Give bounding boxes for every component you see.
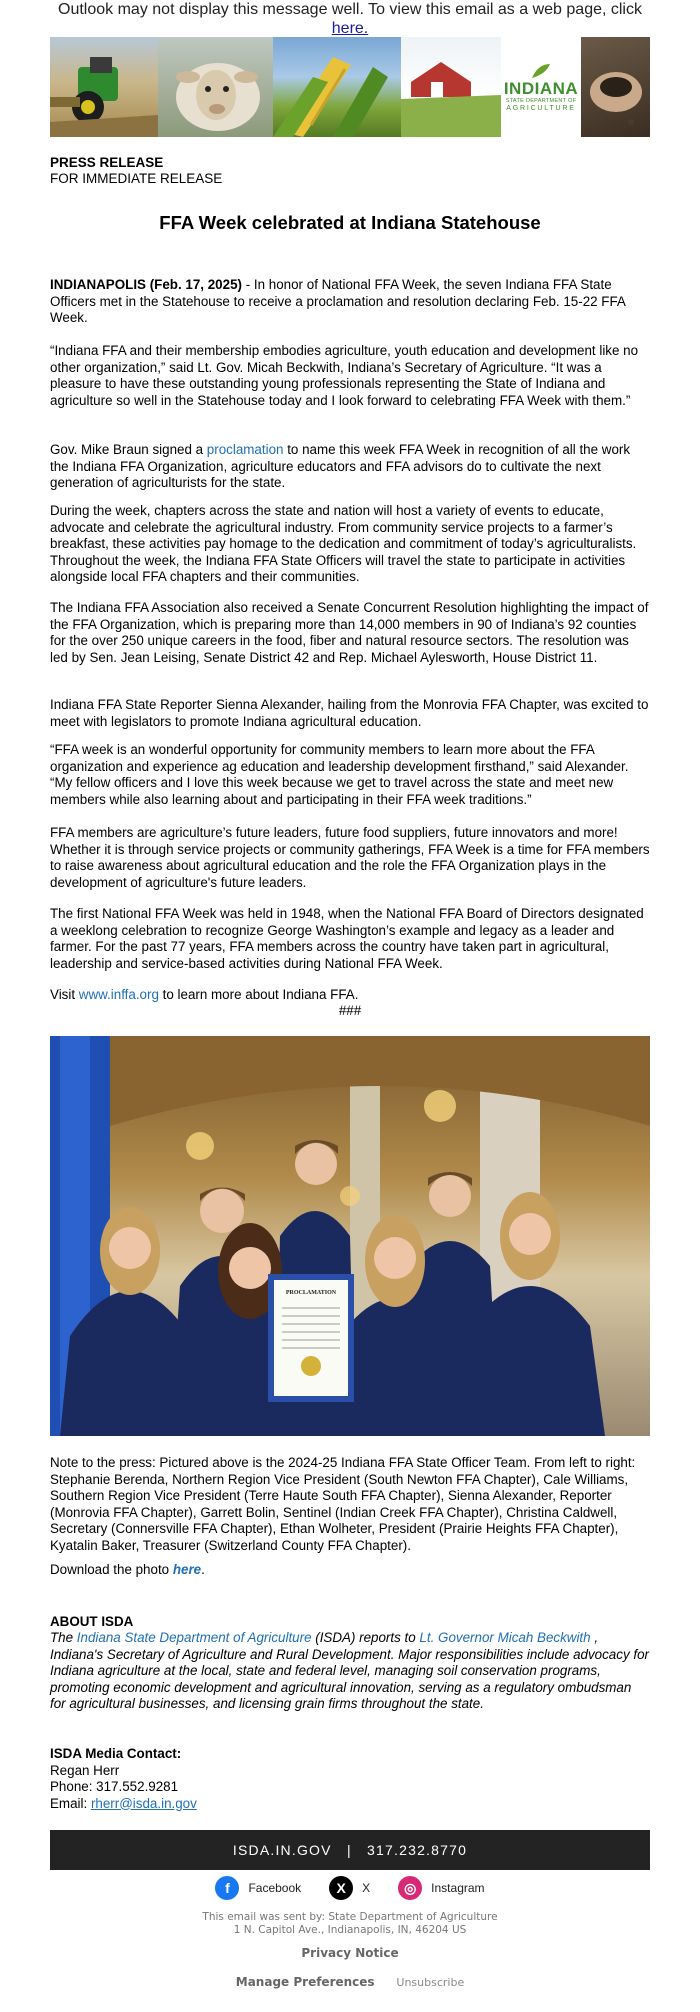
about-heading: ABOUT ISDA [50, 1614, 134, 1629]
download-photo-link[interactable]: here [172, 1562, 202, 1577]
facebook-icon [215, 1876, 239, 1900]
social-facebook-label: Facebook [248, 1881, 302, 1895]
body-paragraph-8: FFA members are agriculture’s future leaders, future food suppliers, future innovators and more! Whether it is through service projects or community gatherings, FFA Week is a time for FFA members to raise awareness about agricultural education and the role the FFA Organization plays in the development of agriculture's future leaders. [50, 825, 650, 890]
banner-photo-tractor [50, 37, 158, 137]
release-header [50, 155, 650, 187]
ffa-officers-photo [50, 1036, 650, 1436]
body-text: Gov. Mike Braun signed a [50, 442, 207, 457]
banner-photo-barn [401, 37, 501, 137]
social-instagram[interactable] [398, 1876, 484, 1900]
sender-address: 1 N. Capitol Ave., Indianapolis, IN, 46204 US [233, 1924, 467, 1936]
dateline: INDIANAPOLIS (Feb. 17, 2025) [50, 277, 242, 292]
media-contact-heading: ISDA Media Contact: [50, 1746, 182, 1761]
end-mark: ### [338, 1003, 362, 1018]
body-paragraph-4: During the week, chapters across the state and nation will host a variety of events to educate, advocate and celebrate the agricultural industry. From community service projects to a farmer’s breakfast, these activities pay homage to the dedication and commitment of today’s agriculturalists. Throughout the week, the Indiana FFA State Officers will travel the state to participate in activities alongside local FFA chapters and their communities. [50, 503, 637, 584]
facebook-glyph: f [225, 1880, 230, 1896]
privacy-notice-link[interactable]: Privacy Notice [301, 1946, 399, 1960]
instagram-icon [398, 1876, 422, 1900]
body-paragraph-5: The Indiana FFA Association also received a Senate Concurrent Resolution highlighting the impact of the FFA Organization, which is preparing more than 14,000 members in 90 of Indiana’s 92 counties for the over 250 unique careers in the food, fiber and natural resource sectors. The resolution was led by Sen. Jean Leising, Senate District 42 and Rep. Michael Aylesworth, House District 11. [50, 600, 649, 665]
footer-preferences [0, 1975, 700, 1989]
about-text: The [50, 1630, 77, 1645]
x-glyph: X [336, 1880, 346, 1896]
proclamation-link[interactable]: proclamation [206, 442, 284, 457]
manage-preferences-link[interactable]: Manage Preferences [235, 1975, 375, 1989]
body-text: to learn more about Indiana FFA. [158, 987, 359, 1002]
body-paragraph-3 [50, 442, 650, 492]
photo-caption: Note to the press: Pictured above is the 2024-25 Indiana FFA State Officer Team. From left to right: Stephanie Berenda, Northern Region Vice President (South Newton FFA Chapter), Cale Williams, Southern Region Vice President (Terre Haute South FFA Chapter), Sienna Alexander, Reporter (Monrovia FFA Chapter), Garrett Bolin, Sentinel (Indian Creek FFA Chapter), Christina Caldwell, Secretary (Connersville FFA Chapter), Ethan Wolheter, President (Prairie Heights FFA Chapter), Kyatalin Baker, Treasurer (Switzerland County FFA Chapter). [50, 1455, 636, 1553]
about-text: , Indiana's Secretary of Agriculture and Rural Development. Major responsibilities include advocacy for Indiana agriculture at the local, state and federal level, managing soil conservation programs, promoting economic development and agricultural innovation, serving as a regulatory ombudsman for agricultural businesses, and licensing grain firms throughout the state. [50, 1630, 649, 1711]
sent-by-text: This email was sent by: State Department of Agriculture [202, 1911, 498, 1923]
media-contact [50, 1746, 650, 1812]
body-text: - In honor of National FFA Week, the seven Indiana FFA State Officers met in the Statehouse to receive a proclamation and resolution declaring Feb. 15-22 FFA Week. [50, 277, 626, 325]
logo-subtitle-1: STATE DEPARTMENT OF [505, 97, 577, 104]
press-release-label: PRESS RELEASE [50, 155, 164, 170]
about-text: (ISDA) reports to [311, 1630, 420, 1645]
banner-photo-soil [581, 37, 650, 137]
social-x[interactable] [329, 1876, 370, 1900]
body-paragraph-9: The first National FFA Week was held in 1948, when the National FFA Board of Directors designated a weeklong celebration to recognize George Washington’s example and legacy as a leader and farmer. For the past 77 years, FFA members across the country have taken part in agricultural, leadership and service-based activities during National FFA Week. [50, 906, 644, 971]
banner-photo-sheep [158, 37, 273, 137]
proclamation-document-heading: PROCLAMATION [285, 1290, 337, 1296]
media-contact-email-link[interactable]: rherr@isda.in.gov [90, 1795, 197, 1811]
media-contact-email-row [50, 1796, 650, 1813]
unsubscribe-link[interactable]: Unsubscribe [396, 1976, 465, 1989]
social-instagram-label: Instagram [431, 1881, 485, 1895]
social-x-label: X [362, 1881, 371, 1895]
lt-governor-link[interactable]: Lt. Governor Micah Beckwith [419, 1630, 591, 1645]
body-paragraph-7: “FFA week is an wonderful opportunity for community members to learn more about the FFA organization and experience ag education and leadership development firsthand,” said Alexander. “My fellow officers and I love this week because we get to travel across the state and meet new members while also learning about and participating in their FFA week traditions.” [50, 742, 629, 807]
social-facebook[interactable] [215, 1876, 301, 1900]
footer-contact-bar: ISDA.IN.GOV | 317.232.8770 [50, 1830, 650, 1870]
web-view-notice [0, 0, 700, 38]
body-paragraph-6: Indiana FFA State Reporter Sienna Alexander, hailing from the Monrovia FFA Chapter, was excited to meet with legislators to promote Indiana agricultural education. [50, 697, 649, 729]
email-label: Email: [50, 1795, 91, 1811]
download-text: Download the photo [50, 1562, 173, 1577]
inffa-link[interactable]: www.inffa.org [78, 987, 159, 1002]
isda-link[interactable]: Indiana State Department of Agriculture [76, 1630, 312, 1645]
body-paragraph-10 [50, 987, 650, 1004]
download-period: . [201, 1562, 205, 1577]
social-links [0, 1876, 700, 1900]
web-view-link[interactable]: here. [331, 20, 369, 37]
header-banner [50, 37, 650, 137]
body-text: to name this week FFA Week in recognition of all the work the Indiana FFA Organization, agriculture educators and FFA advisors do to cultivate the next generation of agriculturists for the state. [50, 442, 631, 490]
media-contact-name: Regan Herr [50, 1762, 120, 1778]
isda-logo [501, 37, 581, 137]
download-photo-line [50, 1562, 650, 1579]
body-text: Visit [50, 987, 79, 1002]
sender-info [0, 1911, 700, 1937]
web-view-notice-text: Outlook may not display this message well. To view this email as a web page, click [58, 1, 642, 18]
page-title: FFA Week celebrated at Indiana Statehouse [159, 212, 541, 233]
body-paragraph-1 [50, 277, 650, 327]
body-paragraph-2: “Indiana FFA and their membership embodies agriculture, youth education and development like no other organization,” said Lt. Gov. Micah Beckwith, Indiana’s Secretary of Agriculture. “It was a pleasure to have these outstanding young professionals representing the State of Indiana and agriculture so well in the Statehouse today and I look forward to celebrating FFA Week with them.” [50, 343, 639, 408]
x-icon [329, 1876, 353, 1900]
immediate-release-label: FOR IMMEDIATE RELEASE [50, 171, 223, 186]
about-paragraph [50, 1630, 650, 1713]
banner-photo-corn [273, 37, 401, 137]
logo-subtitle-2: AGRICULTURE [506, 104, 576, 112]
media-contact-phone: Phone: 317.552.9281 [50, 1779, 179, 1794]
instagram-glyph: ◎ [404, 1879, 417, 1896]
leaf-mark-icon [530, 62, 552, 80]
logo-title: INDIANA [503, 78, 579, 98]
